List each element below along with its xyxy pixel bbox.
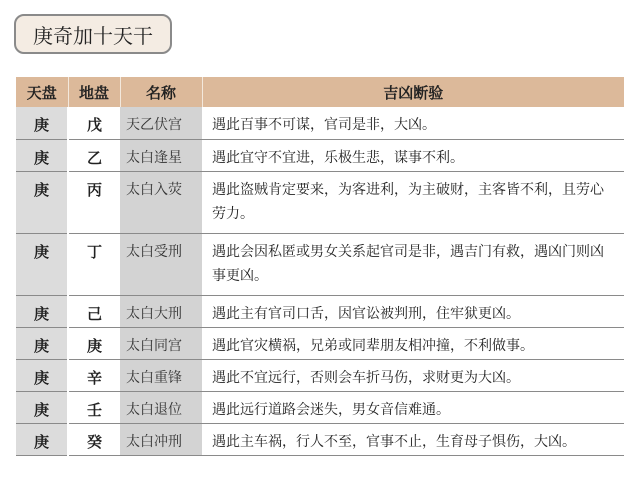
cell-desc: 遇此官灾横祸，兄弟或同辈朋友相冲撞，不利做事。 [202,327,624,359]
table-row [16,171,624,233]
table-row [16,139,624,171]
cell-desc: 遇此百事不可谋，官司是非，大凶。 [202,107,624,139]
table-row [16,233,624,295]
cell-dipan: 丁 [68,233,120,295]
cell-dipan: 乙 [68,139,120,171]
table-row [16,295,624,327]
header-judgement: 吉凶断验 [202,77,624,107]
header-name: 名称 [120,77,202,107]
cell-tianpan: 庚 [16,327,68,359]
cell-dipan: 戊 [68,107,120,139]
header-dipan: 地盘 [68,77,120,107]
cell-name: 太白同宫 [120,327,202,359]
table-header-row [16,77,624,107]
header-tianpan: 天盘 [16,77,68,107]
cell-dipan: 癸 [68,423,120,455]
table-row [16,359,624,391]
cell-name: 天乙伏宫 [120,107,202,139]
cell-name: 太白退位 [120,391,202,423]
cell-desc: 遇此盗贼肯定要来，为客进利，为主破财，主客皆不利，且劳心劳力。 [202,171,624,233]
table-row [16,327,624,359]
page-title: 庚奇加十天干 [14,14,172,54]
cell-tianpan: 庚 [16,139,68,171]
cell-desc: 遇此会因私匿或男女关系起官司是非，遇吉门有救，遇凶门则凶事更凶。 [202,233,624,295]
cell-name: 太白逢星 [120,139,202,171]
cell-tianpan: 庚 [16,359,68,391]
cell-tianpan: 庚 [16,107,68,139]
cell-desc: 遇此不宜远行，否则会车折马伤，求财更为大凶。 [202,359,624,391]
table-row [16,423,624,455]
cell-dipan: 己 [68,295,120,327]
cell-name: 太白入荧 [120,171,202,233]
cell-tianpan: 庚 [16,423,68,455]
cell-name: 太白大刑 [120,295,202,327]
cell-desc: 遇此主有官司口舌，因官讼被判刑，住牢狱更凶。 [202,295,624,327]
gengqi-table [16,77,624,456]
cell-desc: 遇此宜守不宜进，乐极生悲，谋事不利。 [202,139,624,171]
cell-dipan: 壬 [68,391,120,423]
cell-tianpan: 庚 [16,391,68,423]
cell-tianpan: 庚 [16,171,68,233]
cell-dipan: 庚 [68,327,120,359]
cell-dipan: 辛 [68,359,120,391]
cell-desc: 遇此远行道路会迷失，男女音信难通。 [202,391,624,423]
cell-tianpan: 庚 [16,295,68,327]
cell-dipan: 丙 [68,171,120,233]
cell-name: 太白受刑 [120,233,202,295]
cell-name: 太白冲刑 [120,423,202,455]
cell-tianpan: 庚 [16,233,68,295]
cell-name: 太白重锋 [120,359,202,391]
cell-desc: 遇此主车祸，行人不至，官事不止，生育母子惧伤，大凶。 [202,423,624,455]
table-row [16,391,624,423]
table-row [16,107,624,139]
